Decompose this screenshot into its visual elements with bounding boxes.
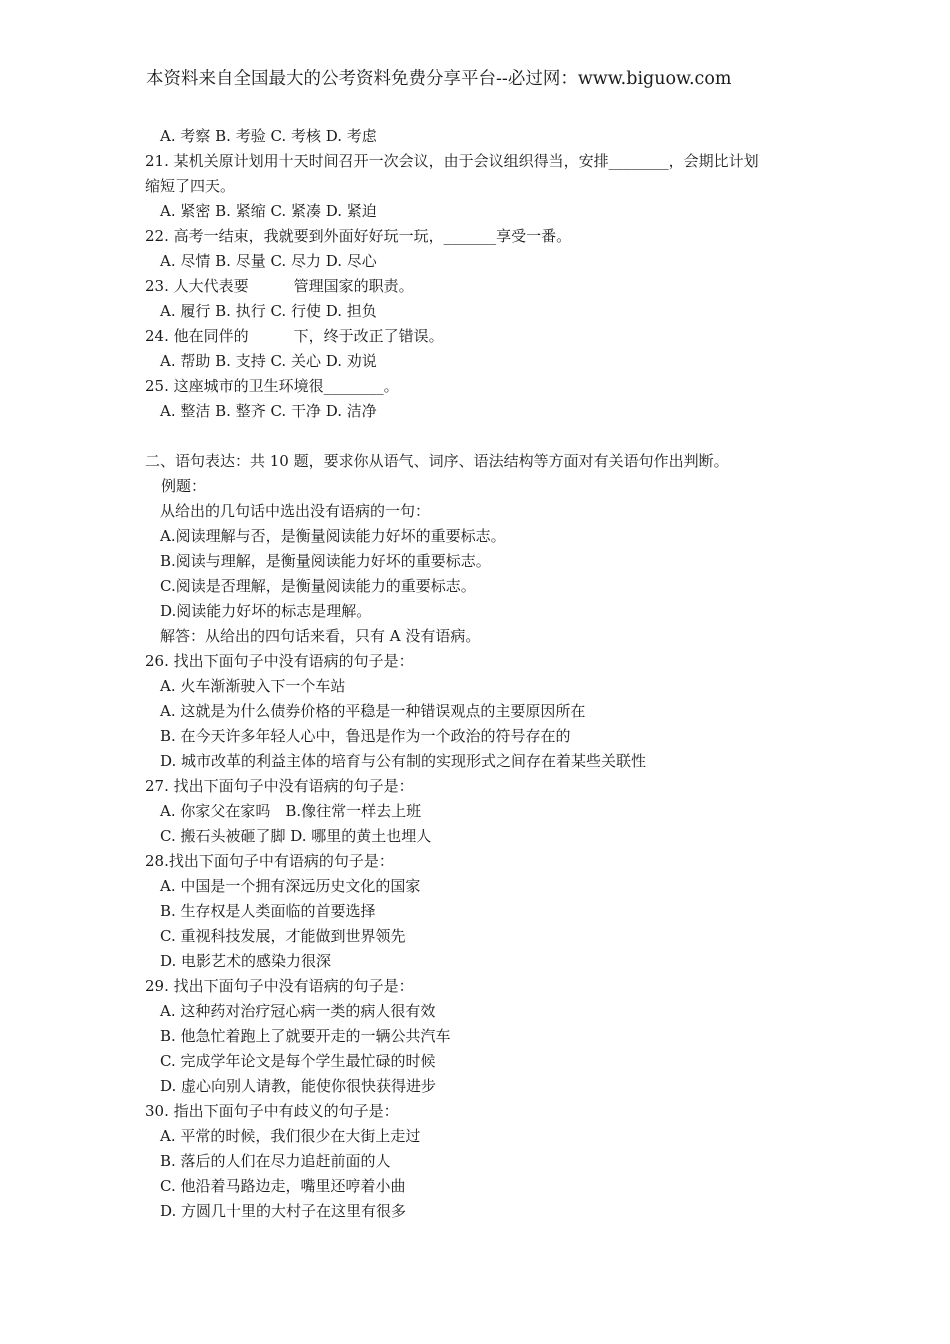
option-line: D. 电影艺术的感染力很深 <box>160 952 332 970</box>
question-line: 26. 找出下面句子中没有语病的句子是： <box>145 652 414 670</box>
option-line: D. 城市改革的利益主体的培育与公有制的实现形式之间存在着某些关联性 <box>160 752 647 770</box>
option-line: 从给出的几句话中选出没有语病的一句： <box>160 502 431 520</box>
option-line: B.阅读与理解，是衡量阅读能力好坏的重要标志。 <box>160 552 491 570</box>
option-line: D.阅读能力好坏的标志是理解。 <box>160 602 372 620</box>
option-line: A. 紧密 B. 紧缩 C. 紧凑 D. 紧迫 <box>160 202 377 220</box>
option-line: A. 考察 B. 考验 C. 考核 D. 考虑 <box>160 127 377 145</box>
option-line: A. 火车渐渐驶入下一个车站 <box>160 677 346 695</box>
question-line: 24. 他在同伴的 下，终于改正了错误。 <box>145 327 444 345</box>
option-line: A. 这就是为什么债券价格的平稳是一种错误观点的主要原因所在 <box>160 702 586 720</box>
question-line: 23. 人大代表要 管理国家的职责。 <box>145 277 414 295</box>
option-line: A. 帮助 B. 支持 C. 关心 D. 劝说 <box>160 352 377 370</box>
option-line: A. 整洁 B. 整齐 C. 干净 D. 洁净 <box>160 402 377 420</box>
question-line: 二、语句表达：共 10 题，要求你从语气、词序、语法结构等方面对有关语句作出判断。 <box>145 452 729 470</box>
option-line: C. 重视科技发展，才能做到世界领先 <box>160 927 406 945</box>
option-line: A. 中国是一个拥有深远历史文化的国家 <box>160 877 421 895</box>
option-line: 解答：从给出的四句话来看，只有 A 没有语病。 <box>160 627 481 645</box>
page-header: 本资料来自全国最大的公考资料免费分享平台--必过网：www.biguow.com <box>146 69 732 89</box>
option-line: A.阅读理解与否，是衡量阅读能力好坏的重要标志。 <box>160 527 506 545</box>
option-line: C. 他沿着马路边走，嘴里还哼着小曲 <box>160 1177 406 1195</box>
option-line: C. 搬石头被砸了脚 D. 哪里的黄土也埋人 <box>160 827 432 845</box>
document-body <box>145 124 825 1224</box>
question-line: 21. 某机关原计划用十天时间召开一次会议，由于会议组织得当，安排________，会期比计划 <box>145 152 759 170</box>
option-line: D. 虚心向别人请教，能使你很快获得进步 <box>160 1077 437 1095</box>
option-line: B. 生存权是人类面临的首要选择 <box>160 902 376 920</box>
question-line: 28.找出下面句子中有语病的句子是： <box>145 852 394 870</box>
option-line: A. 履行 B. 执行 C. 行使 D. 担负 <box>160 302 377 320</box>
question-line: 27. 找出下面句子中没有语病的句子是： <box>145 777 414 795</box>
option-line: A. 平常的时候，我们很少在大街上走过 <box>160 1127 421 1145</box>
question-line: 30. 指出下面句子中有歧义的句子是： <box>145 1102 399 1120</box>
option-line: A. 尽情 B. 尽量 C. 尽力 D. 尽心 <box>160 252 377 270</box>
option-line: D. 方圆几十里的大村子在这里有很多 <box>160 1202 407 1220</box>
option-line: C. 完成学年论文是每个学生最忙碌的时候 <box>160 1052 436 1070</box>
option-line: B. 在今天许多年轻人心中，鲁迅是作为一个政治的符号存在的 <box>160 727 571 745</box>
option-line: A. 你家父在家吗 B.像往常一样去上班 <box>160 802 422 820</box>
option-line: A. 这种药对治疗冠心病一类的病人很有效 <box>160 1002 436 1020</box>
question-line: 25. 这座城市的卫生环境很________。 <box>145 377 399 395</box>
option-line: 例题： <box>161 477 207 495</box>
option-line: B. 落后的人们在尽力追赶前面的人 <box>160 1152 391 1170</box>
question-line: 22. 高考一结束，我就要到外面好好玩一玩，_______享受一番。 <box>145 227 572 245</box>
question-line: 缩短了四天。 <box>145 177 236 195</box>
option-line: C.阅读是否理解，是衡量阅读能力的重要标志。 <box>160 577 476 595</box>
blank-line <box>145 424 825 449</box>
question-line: 29. 找出下面句子中没有语病的句子是： <box>145 977 414 995</box>
option-line: B. 他急忙着跑上了就要开走的一辆公共汽车 <box>160 1027 451 1045</box>
